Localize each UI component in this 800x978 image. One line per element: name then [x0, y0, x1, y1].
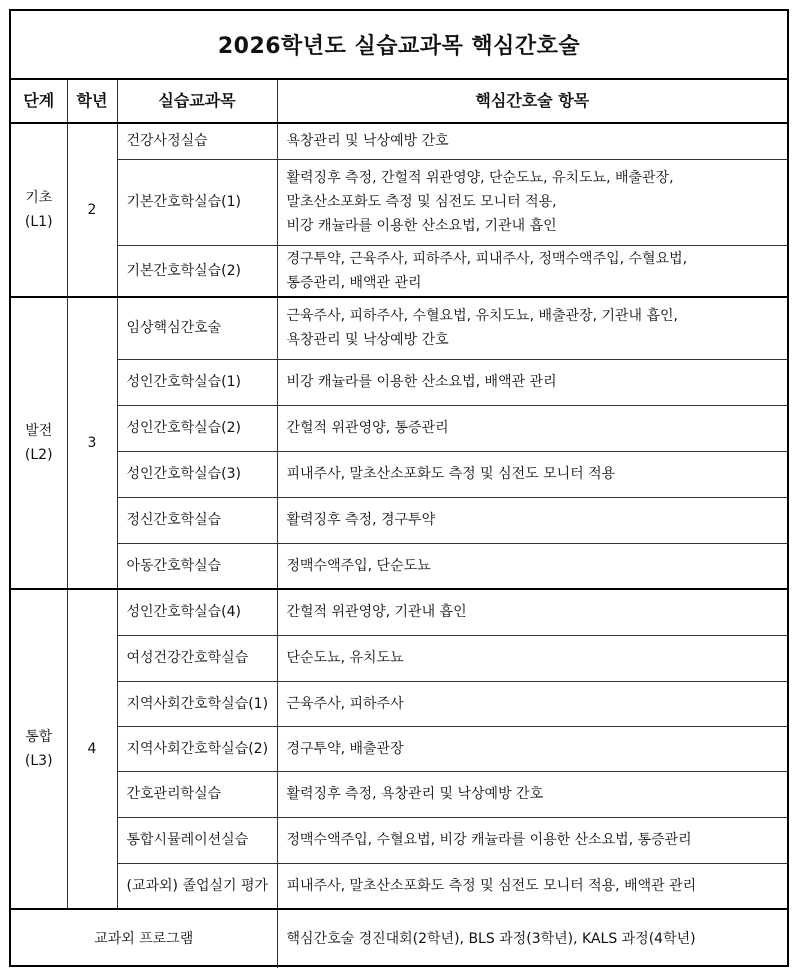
- stage-level: (L2): [24, 447, 53, 463]
- skill-items: [277, 245, 787, 297]
- skill-items: [277, 863, 787, 909]
- skill-item-line: 피내주사, 말초산소포화도 측정 및 심전도 모니터 적용, 배액관 관리: [286, 877, 697, 894]
- skill-item-line: 피내주사, 말초산소포화도 측정 및 심전도 모니터 적용: [286, 466, 616, 482]
- table-row: [11, 771, 787, 817]
- stage-level: (L3): [24, 753, 53, 769]
- skill-item-line: 활력징후 측정, 간헐적 위관영양, 단순도뇨, 유치도뇨, 배출관장,: [286, 170, 674, 186]
- skill-item-line: 욕창관리 및 낙상예방 간호: [286, 332, 449, 349]
- skill-item-line: 경구투약, 배출관장: [286, 740, 404, 757]
- skill-items: [277, 726, 787, 771]
- skill-items: [277, 405, 787, 451]
- table-row: [11, 359, 787, 405]
- extracurricular-row: [11, 909, 787, 968]
- skill-items: [277, 359, 787, 405]
- skill-items: [277, 123, 787, 159]
- course-name: 성인간호학실습(3): [117, 451, 277, 497]
- table-row: [11, 451, 787, 497]
- stage-name: 통합: [25, 729, 53, 745]
- year-cell: 2: [67, 123, 117, 297]
- stage-name: 기초: [25, 190, 53, 206]
- document-sheet: [9, 9, 789, 967]
- skill-item-line: 정맥수액주입, 단순도뇨: [286, 557, 431, 574]
- skill-item-line: 활력징후 측정, 욕창관리 및 낙상예방 간호: [286, 786, 544, 802]
- table-row: [11, 635, 787, 681]
- course-name: (교과외) 졸업실기 평가: [117, 863, 277, 909]
- course-name: 성인간호학실습(4): [117, 589, 277, 635]
- skill-items: [277, 297, 787, 359]
- skill-item-line: 말초산소포화도 측정 및 심전도 모니터 적용,: [286, 194, 557, 210]
- course-name: 성인간호학실습(1): [117, 359, 277, 405]
- header-course: 실습교과목: [117, 80, 277, 123]
- table-row: [11, 297, 787, 359]
- table-row: [11, 405, 787, 451]
- skill-items: [277, 159, 787, 245]
- skill-item-line: 단순도뇨, 유치도뇨: [286, 650, 404, 666]
- stage-cell: [11, 123, 67, 297]
- table-row: [11, 159, 787, 245]
- table-row: [11, 543, 787, 589]
- extracurricular-content: 핵심간호술 경진대회(2학년), BLS 과정(3학년), KALS 과정(4학년): [277, 909, 787, 968]
- course-name: 건강사정실습: [117, 123, 277, 159]
- table-row: [11, 123, 787, 159]
- skill-item-line: 근육주사, 피하주사, 수혈요법, 유치도뇨, 배출관장, 기관내 흡인,: [286, 308, 679, 325]
- core-skills-table: [11, 80, 787, 968]
- course-name: 기본간호학실습(1): [117, 159, 277, 245]
- skill-item-line: 간헐적 위관영양, 통증관리: [286, 420, 449, 436]
- header-stage: 단계: [11, 80, 67, 123]
- header-year: 학년: [67, 80, 117, 123]
- skill-item-line: 활력징후 측정, 경구투약: [286, 512, 436, 528]
- course-name: 지역사회간호학실습(1): [117, 681, 277, 726]
- course-name: 지역사회간호학실습(2): [117, 726, 277, 771]
- table-row: [11, 497, 787, 543]
- skill-item-line: 통증관리, 배액관 관리: [286, 274, 422, 291]
- course-name: 성인간호학실습(2): [117, 405, 277, 451]
- course-name: 정신간호학실습: [117, 497, 277, 543]
- course-name: 여성건강간호학실습: [117, 635, 277, 681]
- skill-item-line: 경구투약, 근육주사, 피하주사, 피내주사, 정맥수액주입, 수혈요법,: [286, 250, 688, 267]
- year-cell: 4: [67, 589, 117, 909]
- skill-items: [277, 635, 787, 681]
- skill-items: [277, 681, 787, 726]
- table-row: [11, 863, 787, 909]
- table-row: [11, 681, 787, 726]
- stage-cell: [11, 589, 67, 909]
- table-row: [11, 589, 787, 635]
- skill-items: [277, 497, 787, 543]
- course-name: 임상핵심간호술: [117, 297, 277, 359]
- stage-cell: [11, 297, 67, 589]
- header-row: [11, 80, 787, 123]
- year-cell: 3: [67, 297, 117, 589]
- skill-items: [277, 543, 787, 589]
- skill-items: [277, 817, 787, 863]
- stage-level: (L1): [24, 214, 53, 230]
- skill-items: [277, 771, 787, 817]
- skill-item-line: 비강 캐뉼라를 이용한 산소요법, 기관내 흡인: [286, 218, 557, 234]
- page-title: 2026학년도 실습교과목 핵심간호술: [11, 11, 787, 80]
- table-row: [11, 817, 787, 863]
- skill-items: [277, 589, 787, 635]
- course-name: 통합시뮬레이션실습: [117, 817, 277, 863]
- stage-name: 발전: [25, 423, 53, 439]
- course-name: 기본간호학실습(2): [117, 245, 277, 297]
- skill-item-line: 비강 캐뉼라를 이용한 산소요법, 배액관 관리: [286, 374, 557, 390]
- table-row: [11, 245, 787, 297]
- course-name: 간호관리학실습: [117, 771, 277, 817]
- skill-item-line: 정맥수액주입, 수혈요법, 비강 캐뉼라를 이용한 산소요법, 통증관리: [286, 832, 692, 848]
- table-row: [11, 726, 787, 771]
- skill-item-line: 간헐적 위관영양, 기관내 흡인: [286, 604, 467, 621]
- skill-item-line: 근육주사, 피하주사: [286, 695, 404, 712]
- skill-items: [277, 451, 787, 497]
- extracurricular-label: 교과외 프로그램: [11, 909, 277, 968]
- header-items: 핵심간호술 항목: [277, 80, 787, 123]
- course-name: 아동간호학실습: [117, 543, 277, 589]
- table-body: [11, 80, 787, 968]
- skill-item-line: 욕창관리 및 낙상예방 간호: [286, 133, 449, 150]
